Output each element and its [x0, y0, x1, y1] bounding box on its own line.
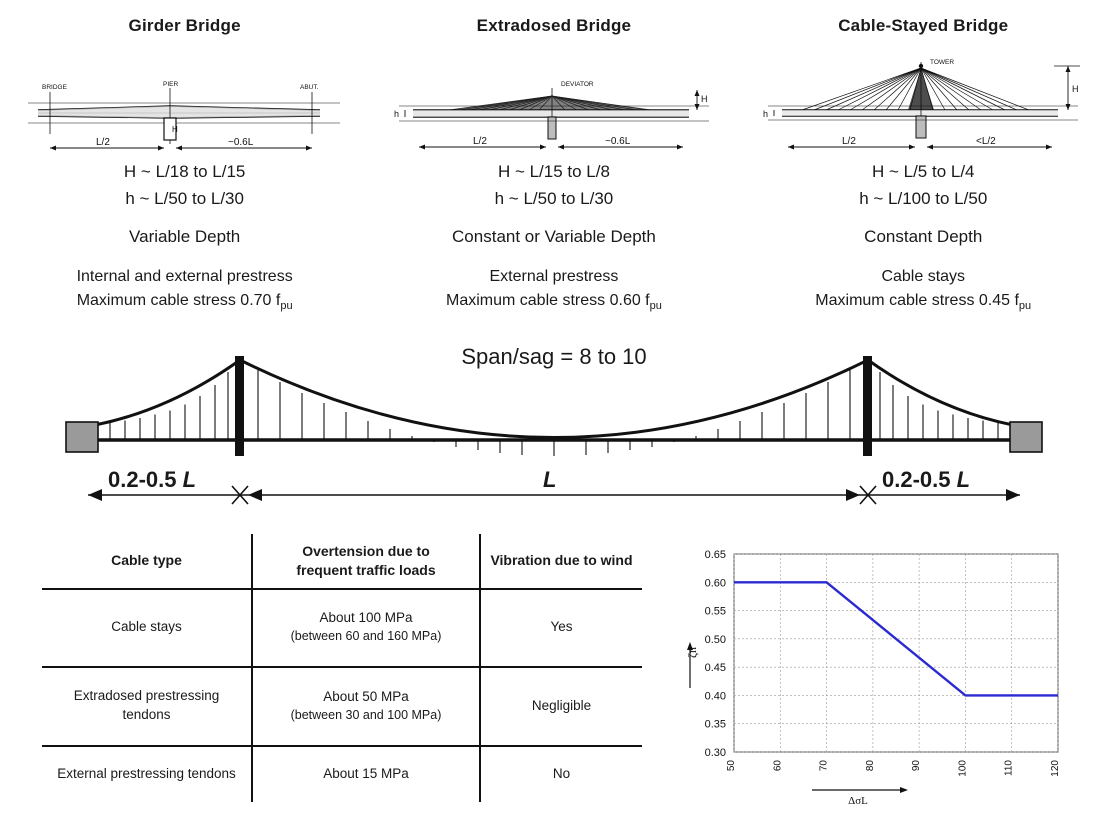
row-2-cable-type: External prestressing tendons	[42, 746, 252, 802]
x-tick-label: 80	[864, 760, 876, 772]
chart-plot-area	[734, 554, 1058, 752]
cable-stayed-prestress-line2	[815, 289, 1031, 315]
table-header-cable-type: Cable type	[42, 534, 252, 589]
x-tick-label: 90	[911, 760, 923, 772]
extradosed-prestress-line2	[446, 289, 662, 315]
side-span-left-label	[108, 467, 196, 493]
svg-text:DEVIATOR: DEVIATOR	[560, 81, 594, 88]
extradosed-h-rule: h ~ L/50 to L/30	[494, 188, 614, 208]
row-1-type-line2: tendons	[122, 707, 171, 723]
overtension-header-line2: frequent traffic loads	[296, 561, 436, 578]
row-2-vibration: No	[552, 766, 571, 781]
svg-text:<L/2: <L/2	[976, 136, 996, 147]
x-tick-label: 110	[1003, 760, 1015, 776]
girder-title: Girder Bridge	[128, 16, 241, 35]
y-tick-label: 0.35	[704, 718, 726, 731]
girder-depth: Variable Depth	[129, 227, 241, 247]
svg-text:h: h	[393, 109, 399, 119]
svg-text:~0.6L: ~0.6L	[227, 137, 253, 148]
row-0-cable-type: Cable stays	[42, 589, 252, 667]
x-axis-arrowhead	[900, 787, 908, 793]
extradosed-stress-text: Maximum cable stress 0.60 f	[446, 292, 650, 310]
y-tick-label: 0.45	[704, 662, 726, 675]
suspension-dimensions	[0, 467, 1108, 520]
row-1-overtension	[252, 667, 480, 746]
svg-text:H: H	[171, 125, 178, 134]
side-span-right-text: 0.2-0.5	[882, 467, 957, 492]
span-sag-label: Span/sag = 8 to 10	[461, 344, 647, 369]
y-tick-label: 0.40	[704, 690, 726, 703]
cable-type-table	[42, 534, 642, 802]
svg-text:L/2: L/2	[842, 136, 857, 147]
svg-text:PIER: PIER	[162, 81, 178, 88]
row-0-vibration: Yes	[480, 589, 642, 667]
extradosed-sketch	[389, 48, 719, 158]
bottom-section	[0, 520, 1108, 820]
svg-text:BRIDGE: BRIDGE	[41, 84, 67, 91]
x-tick-label: 120	[1050, 760, 1061, 777]
extradosed-prestress-line1: External prestress	[489, 268, 619, 286]
y-tick-label: 0.30	[704, 747, 726, 759]
side-span-left-text: 0.2-0.5	[108, 467, 183, 492]
cable-stayed-stress-text: Maximum cable stress 0.45 f	[815, 292, 1019, 310]
side-span-right-unit: L	[956, 467, 971, 492]
cable-stayed-sketch	[758, 48, 1088, 158]
main-span-unit: L	[543, 467, 557, 492]
girder-prestress	[77, 265, 293, 315]
cable-stayed-h-rule: h ~ L/100 to L/50	[859, 188, 988, 208]
table-row	[42, 667, 642, 746]
girder-H-rule: H ~ L/18 to L/15	[123, 162, 246, 181]
cable-stayed-prestress	[815, 265, 1031, 315]
cable-stayed-depth: Constant Depth	[864, 227, 983, 247]
suspension-bridge-diagram	[0, 340, 1108, 520]
row-2-overtension-main: About 15 MPa	[323, 766, 409, 781]
cable-stayed-prestress-line1: Cable stays	[881, 268, 966, 286]
y-tick-label: 0.55	[704, 605, 726, 618]
table-header-row	[42, 534, 642, 589]
x-tick-label: 60	[772, 760, 784, 772]
row-0-overtension-sub: (between 60 and 160 MPa)	[290, 629, 442, 644]
girder-prestress-line1: Internal and external prestress	[76, 268, 293, 286]
main-span-label	[543, 467, 556, 493]
extradosed-depth: Constant or Variable Depth	[452, 227, 656, 247]
x-axis-label: ΔσL	[848, 795, 868, 806]
y-tick-label: 0.50	[704, 633, 726, 646]
svg-text:H: H	[1072, 84, 1079, 94]
extradosed-prestress	[446, 265, 662, 315]
cable-stayed-title: Cable-Stayed Bridge	[838, 16, 1009, 35]
x-tick-label: 100	[957, 760, 969, 777]
y-tick-label: 0.65	[704, 549, 726, 561]
cable-stayed-stress-sub: pu	[1018, 300, 1032, 313]
side-span-right-label	[882, 467, 970, 493]
cable-stayed-H-rule: H ~ L/5 to L/4	[871, 162, 975, 181]
extradosed-title: Extradosed Bridge	[476, 16, 632, 35]
table-row	[42, 746, 642, 802]
girder-sketch	[20, 48, 350, 158]
table-header-vibration: Vibration due to wind	[480, 534, 642, 589]
y-axis-label: ζn	[685, 647, 699, 658]
bridge-type-cable-stayed	[739, 0, 1108, 340]
row-0-overtension	[252, 589, 480, 667]
table-row	[42, 589, 642, 667]
table-header-overtension	[252, 534, 480, 589]
row-1-overtension-sub: (between 30 and 100 MPa)	[290, 707, 442, 722]
extradosed-H-rule: H ~ L/15 to L/8	[497, 162, 610, 181]
svg-text:TOWER: TOWER	[930, 59, 955, 66]
svg-text:H: H	[700, 94, 708, 104]
svg-text:L/2: L/2	[95, 137, 110, 148]
bridge-type-extradosed	[369, 0, 738, 340]
x-tick-label: 70	[818, 760, 830, 772]
girder-stress-sub: pu	[280, 300, 293, 313]
row-0-overtension-main: About 100 MPa	[319, 610, 413, 626]
overtension-header-line1: Overtension due to	[302, 543, 430, 559]
svg-text:~0.6L: ~0.6L	[604, 136, 631, 147]
svg-text:L/2: L/2	[472, 136, 487, 147]
girder-prestress-line2	[77, 289, 293, 315]
row-2-overtension	[252, 746, 480, 802]
row-1-overtension-main: About 50 MPa	[323, 689, 409, 705]
girder-h-rule: h ~ L/50 to L/30	[125, 188, 244, 208]
row-1-vibration: Negligible	[480, 667, 642, 746]
bridge-type-girder	[0, 0, 369, 340]
girder-stress-text: Maximum cable stress 0.70 f	[76, 292, 281, 310]
x-tick-label: 50	[726, 760, 737, 772]
extradosed-stress-sub: pu	[649, 300, 662, 313]
y-tick-label: 0.60	[704, 577, 726, 590]
damping-chart	[662, 538, 1074, 806]
side-span-left-unit: L	[182, 467, 197, 492]
svg-text:h: h	[763, 109, 769, 119]
row-1-cable-type	[42, 667, 252, 746]
bridge-type-columns	[0, 0, 1108, 340]
svg-text:ABUT.: ABUT.	[299, 84, 319, 91]
row-1-type-line1: Extradosed prestressing	[73, 688, 220, 704]
